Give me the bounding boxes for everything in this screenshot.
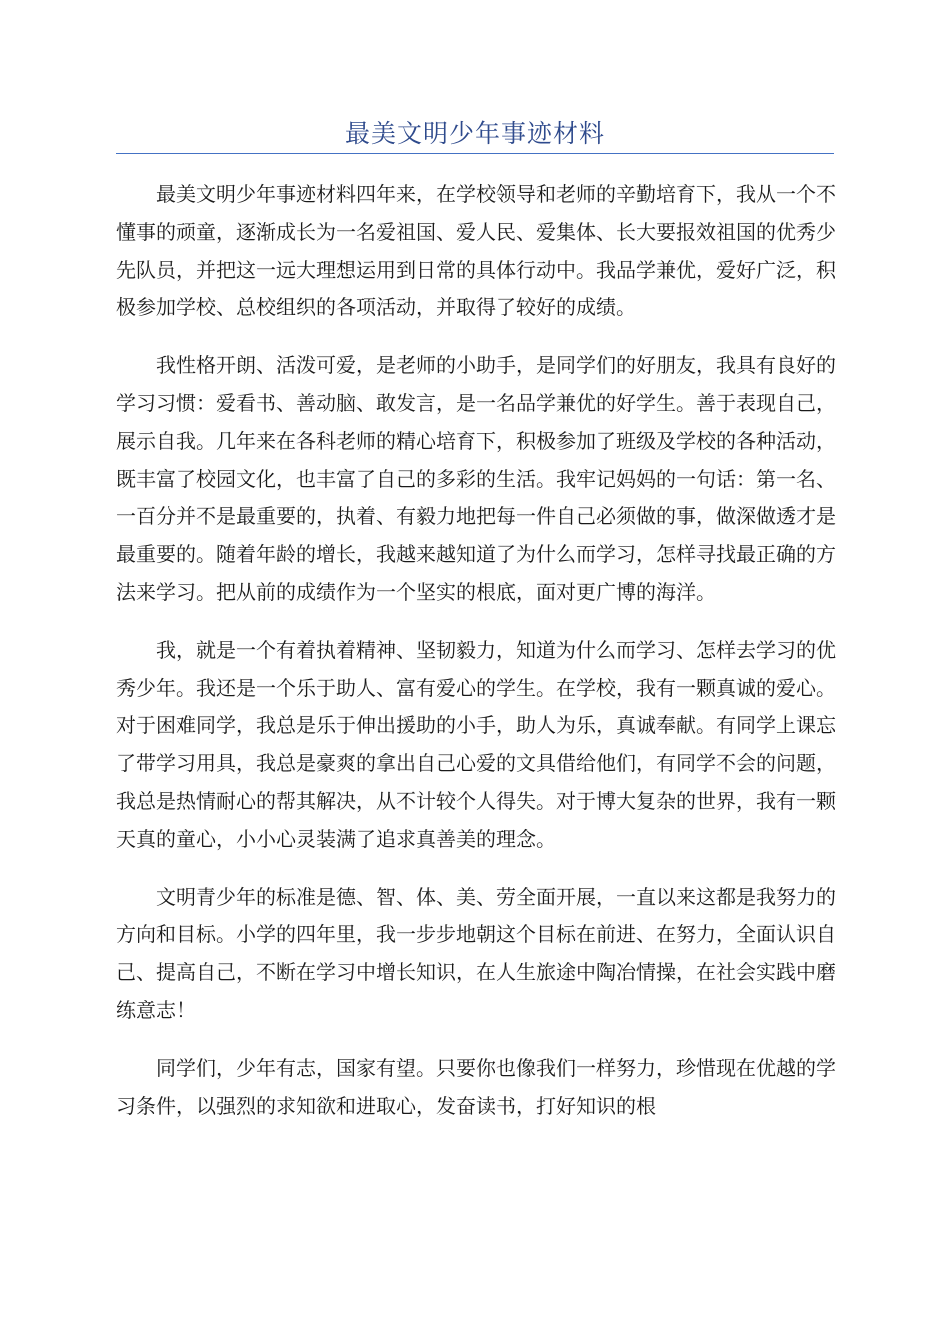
paragraph-3: 我，就是一个有着执着精神、坚韧毅力，知道为什么而学习、怎样去学习的优秀少年。我还是一个乐于助人、富有爱心的学生。在学校，我有一颗真诚的爱心。对于困难同学，我总是乐于伸出援助的小手，助人为乐，真诚奉献。有同学上课忘了带学习用具，我总是豪爽的拿出自己心爱的文具借给他们，有同学不会的问题，我总是热情耐心的帮其解决，从不计较个人得失。对于博大复杂的世界，我有一颗天真的童心，小小心灵装满了追求真善美的理念。: [116, 637, 836, 851]
paragraph-4: 文明青少年的标准是德、智、体、美、劳全面开展，一直以来这都是我努力的方向和目标。小学的四年里，我一步步地朝这个目标在前进、在努力，全面认识自己、提高自己，不断在学习中增长知识，在人生旅途中陶冶情操，在社会实践中磨练意志！: [116, 884, 836, 1022]
title-underline: [116, 153, 834, 154]
document-body: [116, 176, 836, 1145]
document-title: 最美文明少年事迹材料: [344, 119, 605, 148]
paragraph-1: 最美文明少年事迹材料四年来，在学校领导和老师的辛勤培育下，我从一个不懂事的顽童，逐渐成长为一名爱祖国、爱人民、爱集体、长大要报效祖国的优秀少先队员，并把这一远大理想运用到日常的具体行动中。我品学兼优，爱好广泛，积极参加学校、总校组织的各项活动，并取得了较好的成绩。: [116, 182, 836, 320]
paragraph-2: 我性格开朗、活泼可爱，是老师的小助手，是同学们的好朋友，我具有良好的学习习惯：爱看书、善动脑、敢发言，是一名品学兼优的好学生。善于表现自己，展示自我。几年来在各科老师的精心培育下，积极参加了班级及学校的各种活动，既丰富了校园文化，也丰富了自己的多彩的生活。我牢记妈妈的一句话：第一名、一百分并不是最重要的，执着、有毅力地把每一件自己必须做的事，做深做透才是最重要的。随着年龄的增长，我越来越知道了为什么而学习，怎样寻找最正确的方法来学习。把从前的成绩作为一个坚实的根底，面对更广博的海洋。: [116, 353, 836, 604]
paragraph-5: 同学们，少年有志，国家有望。只要你也像我们一样努力，珍惜现在优越的学习条件，以强烈的求知欲和进取心，发奋读书，打好知识的根: [116, 1055, 836, 1118]
